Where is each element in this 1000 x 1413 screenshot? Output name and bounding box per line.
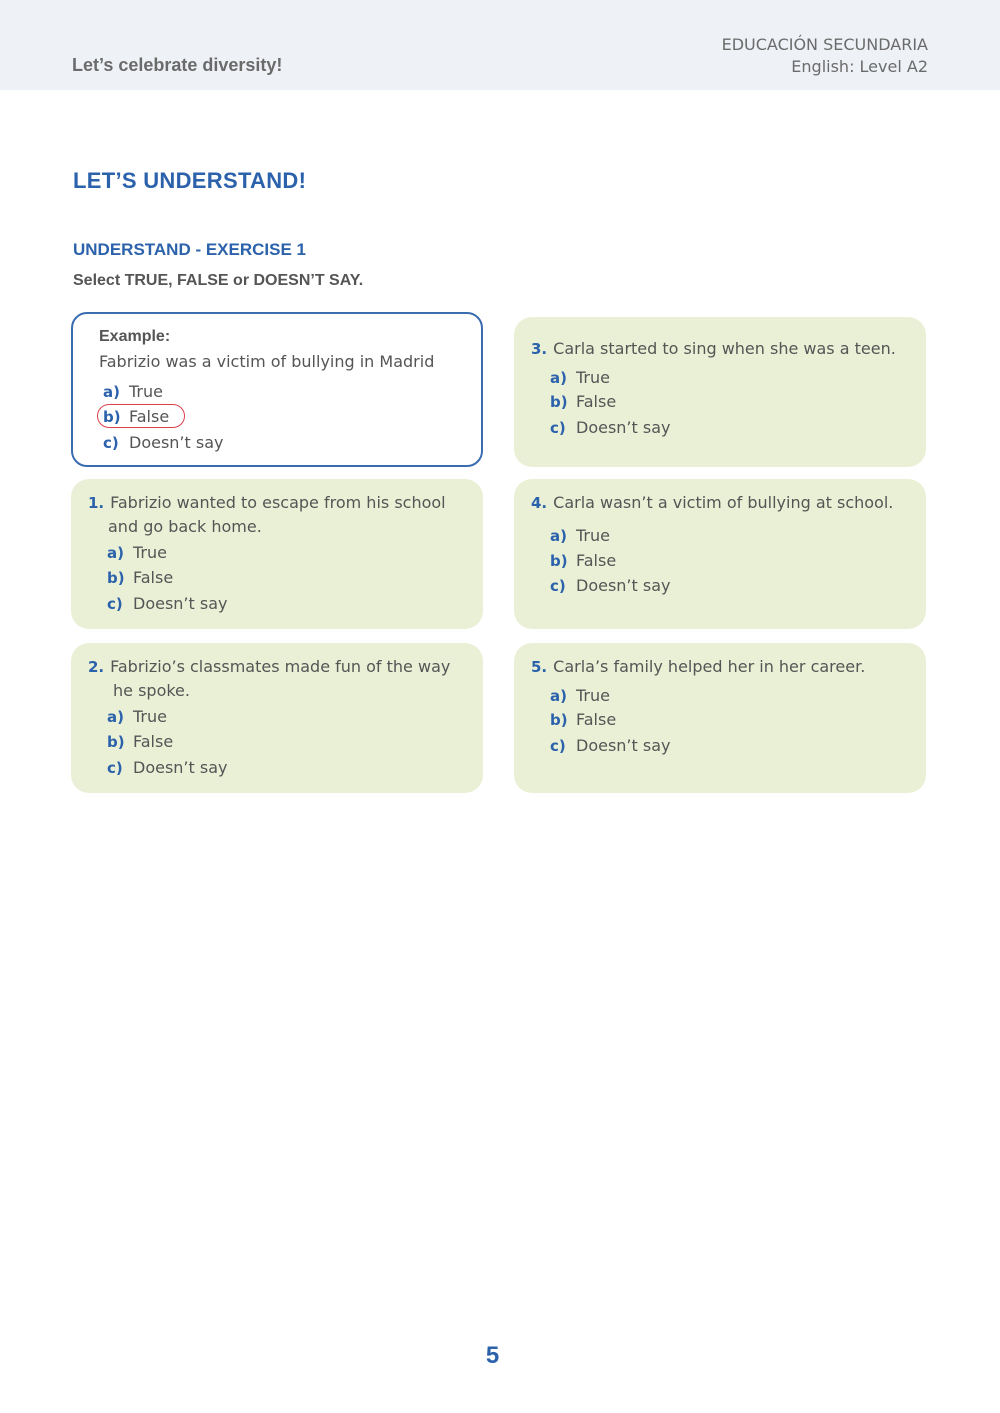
example-option-a[interactable]	[103, 381, 163, 403]
question-card-5	[514, 643, 926, 793]
question-2-option-b[interactable]	[107, 731, 173, 753]
example-option-b[interactable]	[103, 406, 169, 428]
option-text: False	[129, 407, 170, 426]
question-number: 3.	[531, 340, 548, 358]
question-text: Fabrizio wanted to escape from his school and go back home.	[108, 493, 446, 536]
example-option-c[interactable]	[103, 432, 223, 454]
option-letter: c)	[107, 759, 123, 777]
option-text: Doesn’t say	[576, 576, 671, 595]
option-letter: c)	[550, 737, 566, 755]
option-text: True	[576, 526, 610, 545]
option-text: False	[576, 392, 617, 411]
question-card-1	[71, 479, 483, 629]
example-label: Example:	[99, 328, 171, 345]
option-letter: a)	[550, 687, 567, 705]
option-letter: c)	[550, 419, 566, 437]
option-letter: b)	[107, 569, 125, 587]
option-letter: b)	[550, 711, 568, 729]
document-title: Let’s celebrate diversity!	[72, 55, 283, 75]
option-text: Doesn’t say	[576, 736, 671, 755]
example-card	[71, 312, 483, 467]
question-4-option-b[interactable]	[550, 550, 616, 572]
question-5-option-c[interactable]	[550, 735, 670, 757]
question-5-option-b[interactable]	[550, 709, 616, 731]
option-text: True	[133, 543, 167, 562]
option-text: Doesn’t say	[133, 594, 228, 613]
example-statement: Fabrizio was a victim of bullying in Madrid	[99, 352, 435, 371]
question-1-option-c[interactable]	[107, 593, 227, 615]
option-letter: b)	[107, 733, 125, 751]
option-letter: a)	[107, 544, 124, 562]
question-number: 2.	[88, 658, 105, 676]
option-text: True	[576, 686, 610, 705]
question-number: 4.	[531, 494, 548, 512]
question-card-3	[514, 317, 926, 467]
question-4-option-a[interactable]	[550, 525, 610, 547]
question-5-option-a[interactable]	[550, 685, 610, 707]
level-line-2: English: Level A2	[791, 57, 928, 76]
question-1-heading	[88, 491, 473, 538]
option-text: Doesn’t say	[129, 433, 224, 452]
question-text: Carla wasn’t a victim of bullying at school.	[553, 493, 894, 512]
option-letter: b)	[550, 393, 568, 411]
question-2-option-a[interactable]	[107, 706, 167, 728]
option-text: False	[133, 568, 174, 587]
question-text: Carla started to sing when she was a teen.	[553, 339, 896, 358]
question-text: Carla’s family helped her in her career.	[553, 657, 866, 676]
option-letter: a)	[550, 369, 567, 387]
question-2-option-c[interactable]	[107, 757, 227, 779]
page-number: 5	[485, 1342, 500, 1369]
option-text: False	[576, 710, 617, 729]
question-4-option-c[interactable]	[550, 575, 670, 597]
question-3-option-a[interactable]	[550, 367, 610, 389]
option-text: Doesn’t say	[133, 758, 228, 777]
section-title: LET’S UNDERSTAND!	[73, 168, 307, 193]
question-card-4	[514, 479, 926, 629]
question-3-option-c[interactable]	[550, 417, 670, 439]
level-info	[722, 34, 928, 78]
option-letter: b)	[103, 408, 121, 426]
option-text: Doesn’t say	[576, 418, 671, 437]
exercise-instruction: Select TRUE, FALSE or DOESN’T SAY.	[73, 272, 364, 289]
option-letter: a)	[107, 708, 124, 726]
question-text: Fabrizio’s classmates made fun of the way he spoke.	[110, 657, 451, 700]
exercise-title: UNDERSTAND - EXERCISE 1	[73, 240, 306, 259]
option-letter: a)	[550, 527, 567, 545]
option-letter: b)	[550, 552, 568, 570]
option-text: True	[133, 707, 167, 726]
option-letter: a)	[103, 383, 120, 401]
question-3-option-b[interactable]	[550, 391, 616, 413]
option-text: True	[576, 368, 610, 387]
page-header	[0, 0, 1000, 90]
option-letter: c)	[550, 577, 566, 595]
option-text: True	[129, 382, 163, 401]
question-5-heading	[531, 655, 923, 679]
question-4-heading	[531, 491, 923, 515]
question-3-heading	[531, 337, 923, 361]
question-1-option-a[interactable]	[107, 542, 167, 564]
question-2-heading	[88, 655, 473, 702]
option-letter: c)	[103, 434, 119, 452]
level-line-1: EDUCACIÓN SECUNDARIA	[721, 35, 928, 54]
question-number: 1.	[88, 494, 105, 512]
option-text: False	[133, 732, 174, 751]
question-1-option-b[interactable]	[107, 567, 173, 589]
option-text: False	[576, 551, 617, 570]
option-letter: c)	[107, 595, 123, 613]
question-card-2	[71, 643, 483, 793]
question-number: 5.	[531, 658, 548, 676]
